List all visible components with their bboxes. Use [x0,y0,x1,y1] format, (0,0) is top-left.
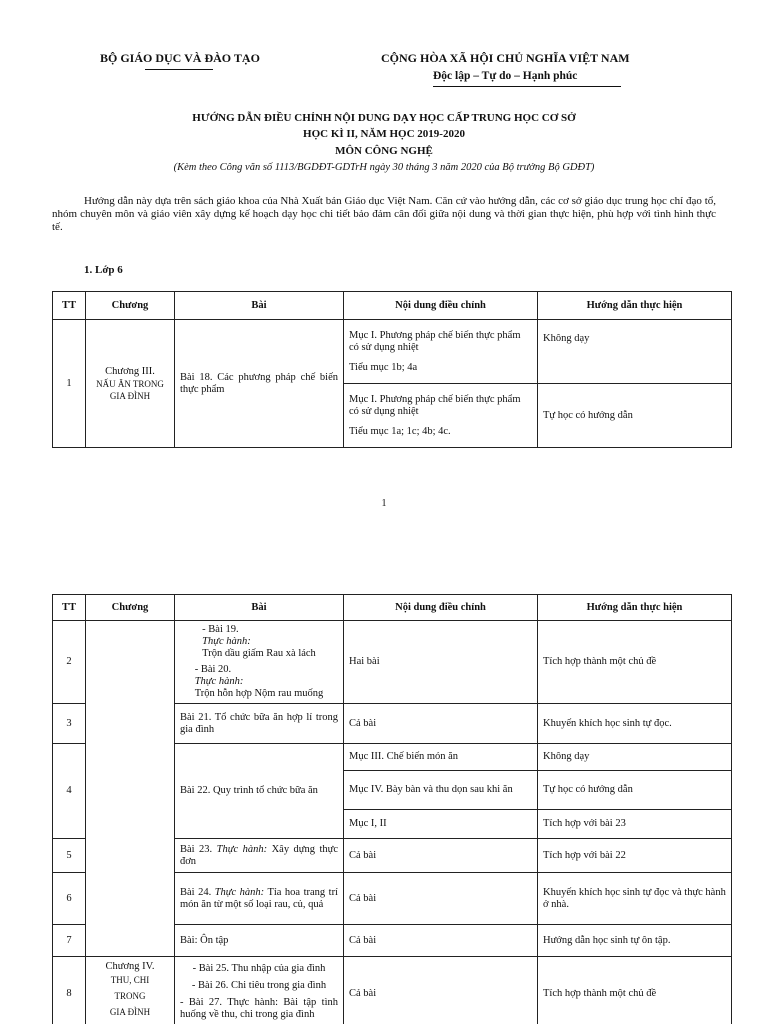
lesson-title: Tỉa hoa trang trí món ăn từ một số loại rau, củ, quả [180,886,338,910]
doc-title-line1: HƯỚNG DẪN ĐIỀU CHỈNH NỘI DUNG DẠY HỌC CẤP TRUNG HỌC CƠ SỞ [192,112,576,124]
table-cell-noidung: Mục III. Chế biến món ăn [343,743,538,771]
table-cell-noidung [343,383,538,448]
table-cell-noidung: Cả bài [343,838,538,873]
republic-name: CỘNG HÒA XÃ HỘI CHỦ NGHĨA VIỆT NAM [381,51,630,65]
lesson-prefix: - Bài 19. [202,624,239,635]
ministry-underline [145,69,213,70]
col-header-noidung: Nội dung điều chỉnh [343,594,538,621]
table-cell-tt: 2 [52,620,86,704]
table-cell-huongdan: Không dạy [537,319,732,384]
table-cell-noidung: Cả bài [343,872,538,925]
table-cell-noidung: Cả bài [343,924,538,957]
chapter-number: Chương III. [105,365,155,377]
col-header-chuong: Chương [85,291,175,320]
lesson-title: Trộn dầu giấm Rau xà lách [202,648,316,659]
table-cell-huongdan: Hướng dẫn học sinh tự ôn tập. [537,924,732,957]
col-header-bai: Bài [174,291,344,320]
content-line: Tiểu mục 1b; 4a [349,361,418,373]
table-cell-bai [174,872,344,925]
table-cell-tt: 8 [52,956,86,1024]
lesson-line [180,844,338,868]
col-header-bai: Bài [174,594,344,621]
col-header-huongdan: Hướng dẫn thực hiện [537,594,732,621]
lesson-title: Xây dựng thực đơn [180,843,338,867]
lesson-prefix: Bài 24. [180,886,215,898]
table-cell-noidung: Hai bài [343,620,538,704]
intro-paragraph: Hướng dẫn này dựa trên sách giáo khoa của Nhà Xuất bản Giáo dục Việt Nam. Căn cứ vào hướng dẫn, các cơ sở giáo dục trung học chỉ đạo tổ, nhóm chuyên môn và giáo viên xây dựng kế hoạch dạy học chi tiết bảo đảm cân đối giữa nội dung và thời gian thực hiện, phù hợp với tình hình thực tế. [52,195,716,233]
content-line: Tiểu mục 1a; 1c; 4b; 4c. [349,425,451,437]
lesson-type: Thực hành: [202,636,251,647]
table-cell-tt: 6 [52,872,86,925]
chapter-name: THU, CHI [110,975,150,985]
table-cell-bai: Bài 22. Quy trình tổ chức bữa ăn [174,743,344,839]
table-cell-huongdan: Tự học có hướng dẫn [537,770,732,810]
lesson-title: Trộn hỗn hợp Nộm rau muống [194,688,324,699]
table-cell-tt: 1 [52,319,86,448]
table-cell-tt: 4 [52,743,86,839]
table-cell-noidung: Mục I, II [343,809,538,839]
col-header-tt: TT [52,594,86,621]
table-cell-huongdan: Tích hợp thành một chủ đề [537,620,732,704]
lesson-line [195,664,324,700]
table-cell-bai [174,956,344,1024]
table-cell-noidung: Cả bài [343,703,538,744]
col-header-huongdan: Hướng dẫn thực hiện [537,291,732,320]
table-cell-bai [174,620,344,704]
doc-title-line2: HỌC KÌ II, NĂM HỌC 2019-2020 [303,128,465,140]
table-cell-noidung [343,319,538,384]
table-cell-huongdan: Không dạy [537,743,732,771]
table-cell-tt: 7 [52,924,86,957]
section-heading: 1. Lớp 6 [84,264,123,276]
table-cell-bai: Bài 21. Tổ chức bữa ăn hợp lí trong gia đình [174,703,344,744]
lesson-line [202,624,316,660]
table-cell-chuong [85,620,175,957]
chapter-number: Chương IV. [105,961,155,972]
lesson-prefix: - Bài 20. [194,664,232,675]
table-cell-bai: Bài 18. Các phương pháp chế biến thực phẩm [174,319,344,448]
table-cell-huongdan: Khuyến khích học sinh tự đọc. [537,703,732,744]
table-cell-chuong [85,956,175,1024]
motto-underline [433,86,621,87]
lesson-line [180,887,338,911]
col-header-chuong: Chương [85,594,175,621]
content-line: Mục I. Phương pháp chế biến thực phẩm có sử dụng nhiệt [349,393,521,417]
motto: Độc lập – Tự do – Hạnh phúc [433,70,578,82]
lesson-line: - Bài 26. Chi tiêu trong gia đình [191,980,327,991]
content-line: Mục I. Phương pháp chế biến thực phẩm có sử dụng nhiệt [349,329,521,353]
col-header-noidung: Nội dung điều chỉnh [343,291,538,320]
lesson-line: - Bài 25. Thu nhập của gia đình [192,963,326,974]
lesson-line: - Bài 27. Thực hành: Bài tập tình huống về thu, chi trong gia đình [180,997,338,1020]
table-cell-huongdan: Tích hợp với bài 23 [537,809,732,839]
lesson-prefix: Bài 23. [180,843,217,855]
table-cell-chuong [85,319,175,448]
table-cell-huongdan: Tự học có hướng dẫn [537,383,732,448]
doc-title-line3: MÔN CÔNG NGHỆ [335,145,433,157]
ministry-name: BỘ GIÁO DỤC VÀ ĐÀO TẠO [100,51,260,65]
lesson-type: Thực hành: [216,843,268,855]
col-header-tt: TT [52,291,86,320]
table-cell-bai [174,838,344,873]
chapter-name: GIA ĐÌNH [109,1007,151,1017]
table-cell-noidung: Cả bài [343,956,538,1024]
lesson-type: Thực hành: [194,676,244,687]
lesson-type: Thực hành: [214,886,265,898]
table-cell-huongdan: Tích hợp thành một chủ đề [537,956,732,1024]
table-cell-tt: 5 [52,838,86,873]
table-cell-huongdan: Khuyến khích học sinh tự đọc và thực hành ở nhà. [537,872,732,925]
doc-subtitle: (Kèm theo Công văn số 1113/BGDĐT-GDTrH ngày 30 tháng 3 năm 2020 của Bộ trưởng Bộ GDĐT) [173,162,595,173]
chapter-name: TRONG [114,991,146,1001]
table-cell-bai: Bài: Ôn tập [174,924,344,957]
table-cell-noidung: Mục IV. Bày bàn và thu dọn sau khi ăn [343,770,538,810]
table-cell-tt: 3 [52,703,86,744]
table-cell-huongdan: Tích hợp với bài 22 [537,838,732,873]
page-number: 1 [381,498,387,509]
chapter-name: NẤU ĂN TRONG GIA ĐÌNH [96,378,164,401]
